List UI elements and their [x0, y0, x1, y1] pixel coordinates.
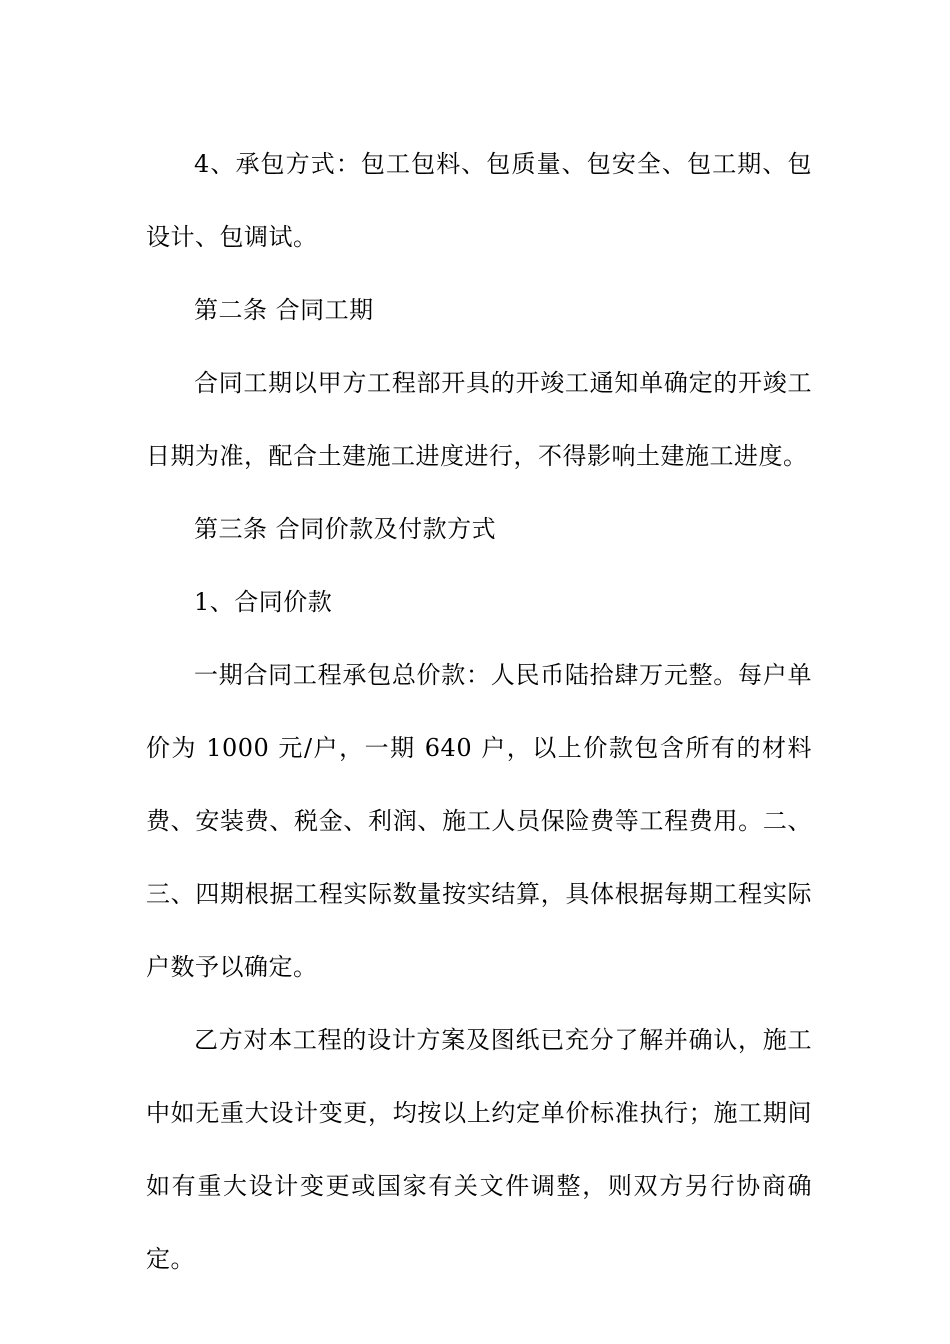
document-body: [146, 128, 812, 1296]
paragraph-contract-period: 合同工期以甲方工程部开具的开竣工通知单确定的开竣工日期为准，配合土建施工进度进行，不得影响土建施工进度。: [146, 369, 812, 470]
paragraph-design-confirmation: 乙方对本工程的设计方案及图纸已充分了解并确认，施工中如无重大设计变更，均按以上约定单价标准执行；施工期间如有重大设计变更或国家有关文件调整，则双方另行协商确定。: [146, 1026, 812, 1273]
subheading-contract-price: 1、合同价款: [194, 588, 333, 616]
section-heading-article-2: 第二条 合同工期: [194, 296, 374, 324]
section-heading-article-3: 第三条 合同价款及付款方式: [194, 515, 497, 543]
paragraph-price-details: 一期合同工程承包总价款：人民币陆拾肆万元整。每户单价为 1000 元/户，一期 640 户，以上价款包含所有的材料费、安装费、税金、利润、施工人员保险费等工程费用。二、三、四期根据工程实际数量按实结算，具体根据每期工程实际户数予以确定。: [146, 661, 812, 981]
paragraph-contract-method: 4、承包方式：包工包料、包质量、包安全、包工期、包设计、包调试。: [146, 150, 812, 251]
